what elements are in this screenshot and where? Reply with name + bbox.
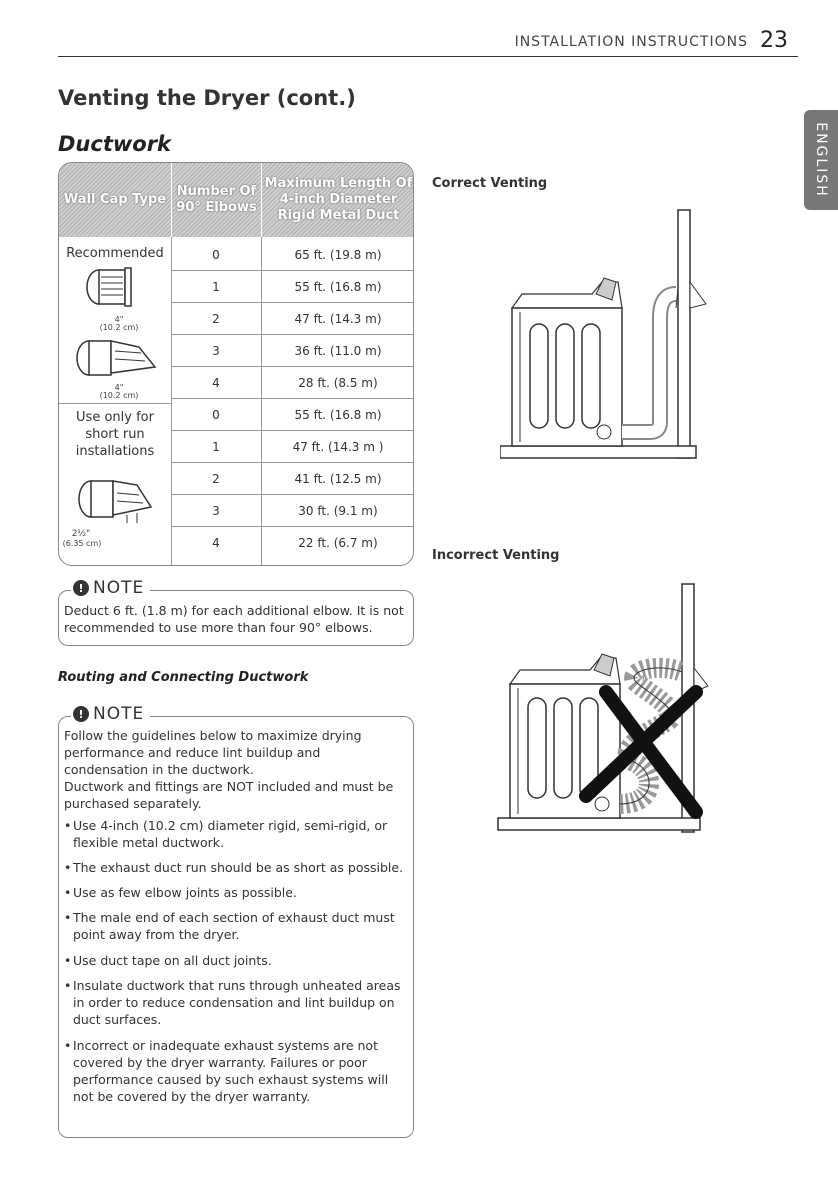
bullet-line: • Use 4-inch (10.2 cm) diameter rigid, semi-rigid, or [73, 818, 388, 833]
language-tab [804, 110, 838, 210]
table-row [171, 529, 414, 559]
header-max-length: Maximum Length Of 4-inch Diameter Rigid Metal Duct [261, 163, 414, 237]
elbows-cell: 1 [212, 280, 220, 294]
elbows-cell: 0 [212, 248, 220, 262]
header-number-of-elbows: Number Of 90° Elbows [171, 163, 261, 237]
running-header [58, 30, 798, 57]
guidelines-note-box [58, 704, 414, 1138]
guideline-bullet [64, 884, 410, 901]
elbows-cell: 1 [212, 440, 220, 454]
length-cell: 55 ft. (16.8 m) [294, 280, 382, 294]
length-cell: 55 ft. (16.8 m) [294, 408, 382, 422]
language-tab-label: ENGLISH [813, 122, 829, 198]
dryer-correct-venting-illustration [500, 208, 720, 468]
elbows-cell: 4 [212, 376, 220, 390]
page-title: Venting the Dryer (cont.) [58, 86, 356, 110]
guideline-bullet [64, 977, 410, 1028]
label-line: installations [75, 444, 155, 459]
length-cell: 30 ft. (9.1 m) [298, 504, 378, 518]
dimension-label: (6.35 cm) [62, 539, 102, 548]
length-cell: 41 ft. (12.5 m) [294, 472, 382, 486]
header-wall-cap-type: Wall Cap Type [63, 192, 167, 207]
table-row [171, 433, 414, 463]
running-header-text: INSTALLATION INSTRUCTIONS [514, 34, 748, 50]
dimension-label: 2½" [71, 529, 91, 539]
table-row [171, 337, 414, 367]
wall-cap-louvered-icon [85, 267, 149, 311]
correct-venting-caption: Correct Venting [432, 176, 548, 191]
duct-length-table [58, 162, 414, 566]
note-text [64, 602, 410, 636]
bullet-line: • Incorrect or inadequate exhaust systems are not [73, 1038, 378, 1053]
note-icon: ! [73, 706, 89, 722]
label-line: short run [85, 427, 145, 442]
subsection-title: Routing and Connecting Ductwork [58, 670, 309, 685]
dimension-label: 4" [114, 383, 124, 392]
length-cell: 47 ft. (14.3 m) [294, 312, 382, 326]
bullet-line: performance caused by such exhaust systems will [73, 1072, 389, 1087]
guideline-bullet [64, 952, 410, 969]
bullet-line: • The male end of each section of exhaust duct must [73, 910, 395, 925]
table-row [171, 465, 414, 495]
bullet-line: duct surfaces. [73, 1012, 162, 1027]
table-row [171, 401, 414, 431]
note-icon: ! [73, 580, 89, 596]
wall-cap-hooded-icon [75, 337, 159, 379]
note-label: NOTE [93, 704, 145, 724]
group-divider [59, 403, 171, 404]
bullet-line: flexible metal ductwork. [73, 835, 225, 850]
guideline-bullet [64, 859, 410, 876]
guideline-bullet [64, 817, 410, 851]
elbows-cell: 4 [212, 536, 220, 550]
dryer-incorrect-venting-illustration [496, 582, 716, 834]
dimension-label: (10.2 cm) [99, 391, 139, 400]
wall-cap-recommended-label: Recommended [66, 246, 164, 261]
wall-cap-short-hood-icon [77, 477, 161, 525]
dimension-label: 4" [114, 315, 124, 324]
bullet-line: covered by the dryer warranty. Failures or poor [73, 1055, 367, 1070]
table-row [171, 241, 414, 271]
table-row [171, 497, 414, 527]
bullet-line: • Use duct tape on all duct joints. [73, 953, 272, 968]
note-heading [71, 578, 150, 598]
note-line: Deduct 6 ft. (1.8 m) for each additional elbow. It is not [64, 603, 404, 618]
dimension-label: (10.2 cm) [99, 323, 139, 332]
note-heading [71, 704, 150, 724]
note-line: Ductwork and fittings are NOT included and must be [64, 779, 394, 794]
table-header [59, 163, 413, 237]
length-cell: 28 ft. (8.5 m) [298, 376, 378, 390]
note-box [58, 578, 414, 646]
elbows-cell: 3 [212, 344, 220, 358]
elbows-cell: 3 [212, 504, 220, 518]
bullet-line: not be covered by the dryer warranty. [73, 1089, 311, 1104]
length-cell: 36 ft. (11.0 m) [294, 344, 382, 358]
page-number: 23 [760, 28, 788, 53]
bullet-line: in order to reduce condensation and lint buildup on [73, 995, 395, 1010]
length-cell: 22 ft. (6.7 m) [298, 536, 378, 550]
section-title: Ductwork [58, 132, 172, 156]
guideline-bullet [64, 909, 410, 943]
bullet-line: • Insulate ductwork that runs through unheated areas [73, 978, 401, 993]
table-row [171, 369, 414, 399]
bullet-line: • The exhaust duct run should be as short as possible. [73, 860, 404, 875]
note-line: condensation in the ductwork. [64, 762, 254, 777]
note-line: recommended to use more than four 90° elbows. [64, 620, 373, 635]
bullet-line: point away from the dryer. [73, 927, 240, 942]
guideline-bullet [64, 1037, 410, 1105]
incorrect-venting-caption: Incorrect Venting [432, 548, 560, 563]
wall-cap-short-run-label [59, 409, 171, 460]
note-label: NOTE [93, 578, 145, 598]
elbows-cell: 2 [212, 472, 220, 486]
table-row [171, 305, 414, 335]
note-line: performance and reduce lint buildup and [64, 745, 321, 760]
table-row [171, 273, 414, 303]
label-line: Use only for [76, 410, 154, 425]
elbows-cell: 0 [212, 408, 220, 422]
note-line: purchased separately. [64, 796, 202, 811]
note-line: Follow the guidelines below to maximize drying [64, 728, 362, 743]
length-cell: 47 ft. (14.3 m ) [292, 440, 384, 454]
table-body [59, 237, 413, 566]
length-cell: 65 ft. (19.8 m) [294, 248, 382, 262]
elbows-cell: 2 [212, 312, 220, 326]
bullet-line: • Use as few elbow joints as possible. [73, 885, 297, 900]
